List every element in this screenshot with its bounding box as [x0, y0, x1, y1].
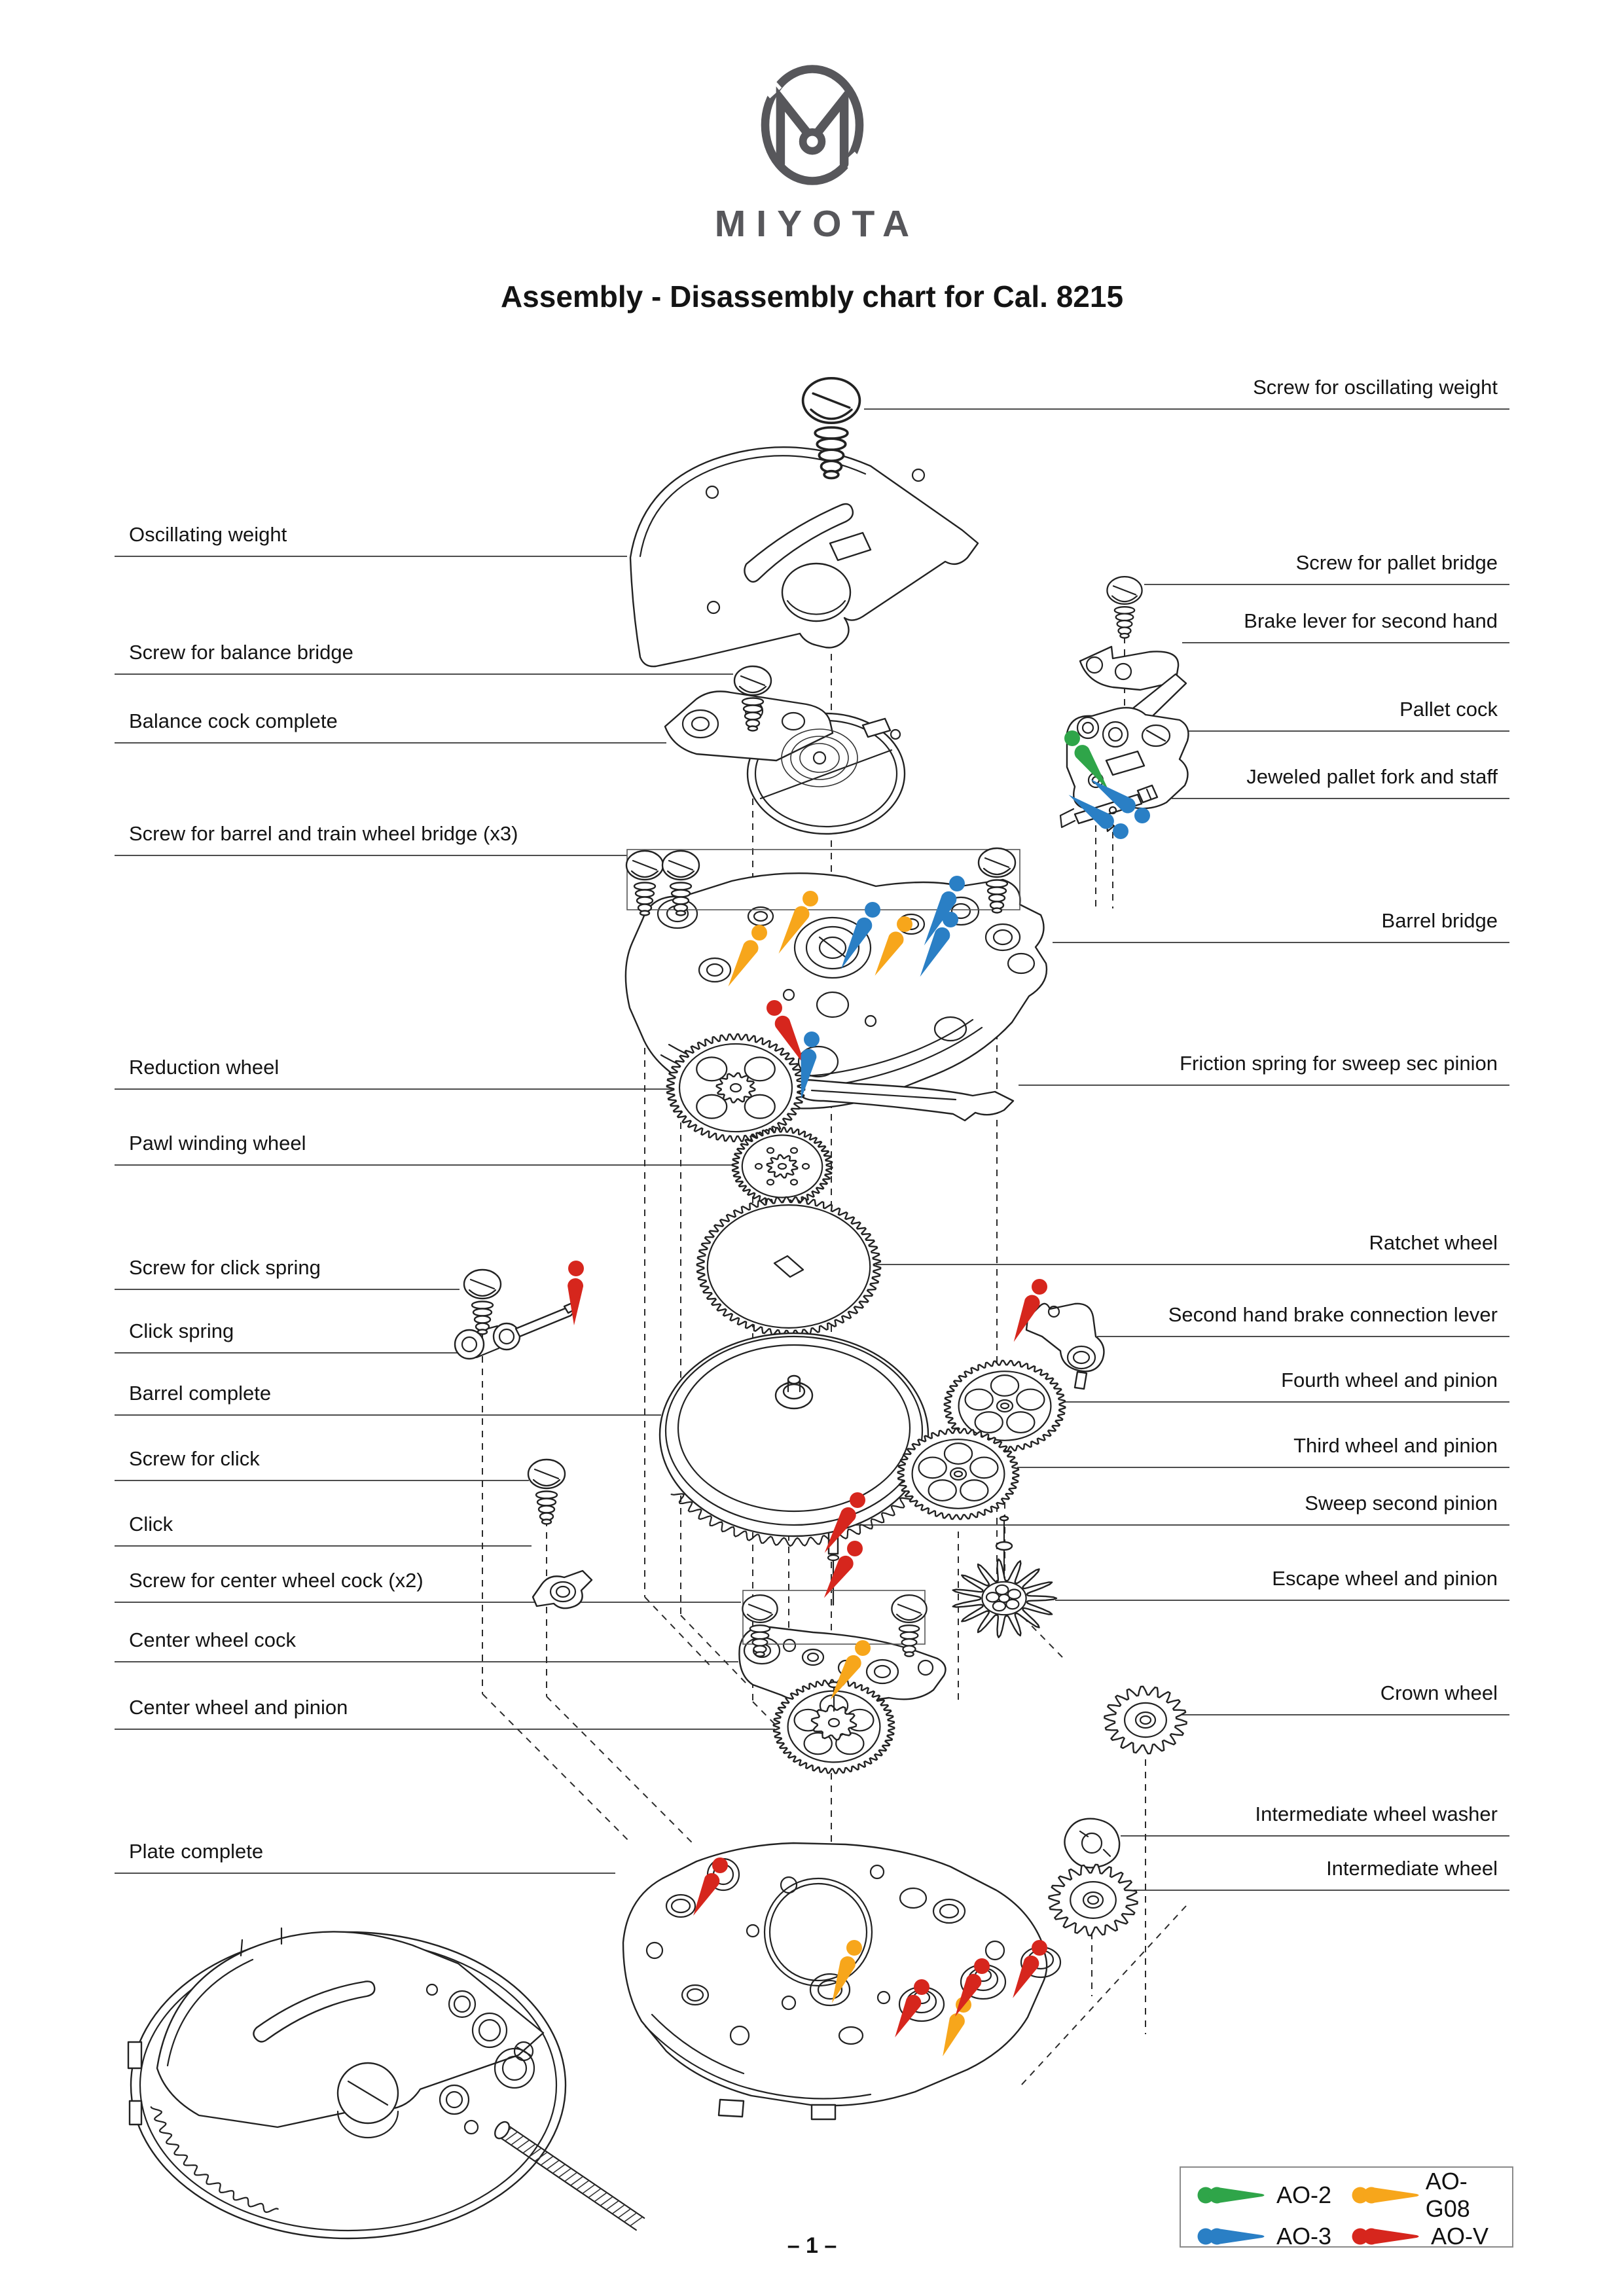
part-label-left: Screw for click	[129, 1447, 260, 1470]
part-label-right: Fourth wheel and pinion	[1281, 1369, 1498, 1391]
part-label-right: Intermediate wheel	[1326, 1857, 1498, 1880]
axis-dashed-line	[547, 1696, 694, 1844]
part-label-left: Click spring	[129, 1319, 234, 1342]
part-label-right: Pallet cock	[1399, 698, 1498, 721]
part-label-left: Screw for barrel and train wheel bridge (x3)	[129, 822, 518, 845]
axis-dashed-line	[645, 1597, 710, 1666]
part-label-left: Balance cock complete	[129, 709, 338, 732]
escape-wheel-part	[953, 1516, 1056, 1638]
part-label-left: Center wheel and pinion	[129, 1696, 348, 1719]
part-label-right: Screw for oscillating weight	[1253, 376, 1498, 399]
crown-wheel-part	[1104, 1687, 1186, 1754]
legend-item-ao-g08	[1351, 2168, 1506, 2223]
screw-part	[464, 1270, 501, 1335]
part-label-left: Screw for click spring	[129, 1256, 321, 1279]
part-label-right: Friction spring for sweep sec pinion	[1180, 1052, 1498, 1075]
page-title: Assembly - Disassembly chart for Cal. 8215	[500, 279, 1124, 314]
screw-part	[1107, 577, 1142, 638]
part-label-right: Screw for pallet bridge	[1295, 551, 1498, 574]
part-label-left: Oscillating weight	[129, 523, 287, 546]
part-label-left: Barrel complete	[129, 1382, 272, 1405]
part-label-left: Pawl winding wheel	[129, 1132, 306, 1155]
part-label-right: Second hand brake connection lever	[1168, 1303, 1498, 1326]
pawl-winding-wheel-part	[732, 1128, 833, 1206]
part-label-left: Reduction wheel	[129, 1056, 280, 1079]
part-label-left: Screw for center wheel cock (x2)	[129, 1569, 424, 1592]
intermediate-wheel-part	[1049, 1865, 1137, 1935]
legend-label: AO-2	[1276, 2181, 1332, 2208]
part-label-left: Screw for balance bridge	[129, 641, 353, 664]
legend-label: AO-G08	[1425, 2168, 1470, 2222]
part-label-right: Crown wheel	[1380, 1681, 1498, 1704]
oil-pin-icon	[1351, 2183, 1419, 2207]
part-label-right: Brake lever for second hand	[1244, 609, 1498, 632]
assembled-movement-part	[128, 1928, 566, 2238]
part-label-right: Sweep second pinion	[1305, 1492, 1498, 1515]
screw-part	[528, 1460, 565, 1524]
part-label-right: Intermediate wheel washer	[1255, 1803, 1498, 1825]
part-label-left: Center wheel cock	[129, 1628, 297, 1651]
axis-dashed-line	[482, 1694, 628, 1840]
oil-pin-icon	[1197, 2183, 1270, 2207]
axis-dashed-line	[681, 1615, 746, 1683]
part-label-right: Ratchet wheel	[1369, 1231, 1498, 1254]
part-label-left: Plate complete	[129, 1840, 264, 1863]
oscillating-weight-part	[630, 447, 978, 666]
legend-item-ao-2	[1197, 2181, 1351, 2209]
page-number: – 1 –	[787, 2233, 837, 2258]
balance-cock-part	[665, 691, 905, 834]
legend-label: AO-3	[1276, 2223, 1332, 2250]
part-label-right: Escape wheel and pinion	[1272, 1567, 1498, 1590]
intermediate-wheel-washer-part	[1064, 1819, 1119, 1868]
part-label-right: Third wheel and pinion	[1293, 1434, 1498, 1457]
logo-wordmark: MIYOTA	[714, 203, 920, 245]
ratchet-wheel-part	[697, 1197, 880, 1336]
part-label-left: Click	[129, 1513, 173, 1535]
part-label-right: Barrel bridge	[1381, 909, 1498, 932]
barrel-complete-part	[660, 1333, 928, 1546]
part-label-right: Jeweled pallet fork and staff	[1246, 765, 1498, 788]
legend-label: AO-V	[1431, 2223, 1489, 2250]
